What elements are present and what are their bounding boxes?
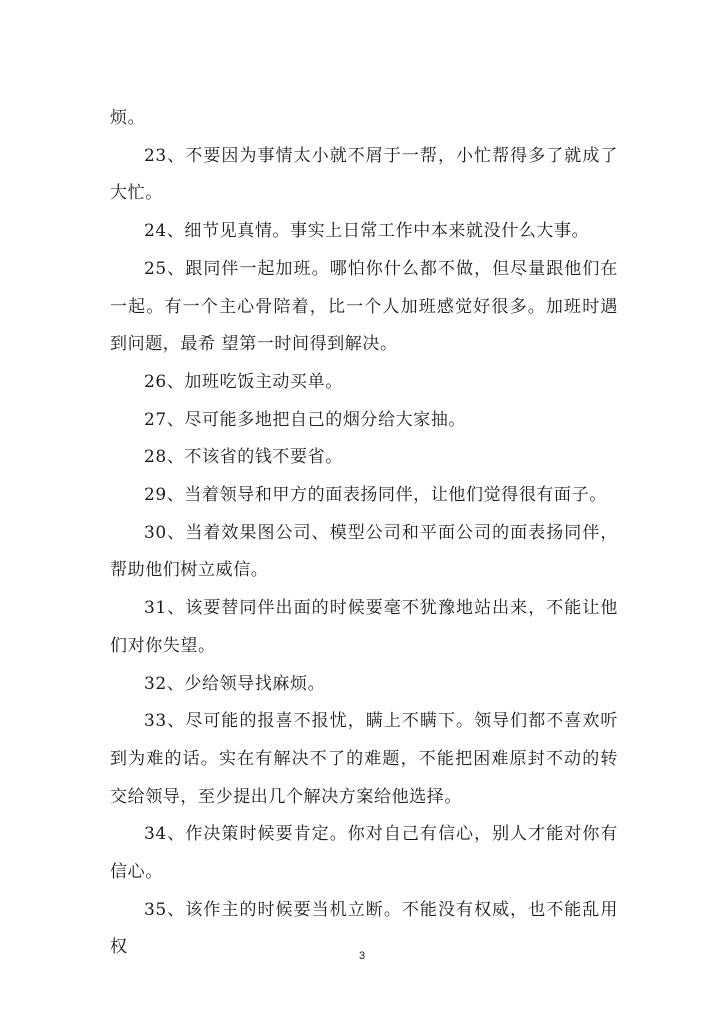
paragraph: 24、细节见真情。事实上日常工作中本来就没什么大事。: [144, 221, 590, 242]
paragraph: 31、该要替同伴出面的时候要毫不犹豫地站出来，不能让他们对你失望。: [110, 598, 618, 656]
paragraph: 28、不该省的钱不要省。: [144, 447, 343, 468]
paragraph: 27、尽可能多地把自己的烟分给大家抽。: [144, 409, 467, 430]
page-number: 3: [358, 950, 366, 962]
paragraph: 26、加班吃饭主动买单。: [144, 371, 343, 392]
paragraph: 29、当着领导和甲方的面表扬同伴，让他们觉得很有面子。: [144, 485, 607, 506]
paragraph: 25、跟同伴一起加班。哪怕你什么都不做，但尽量跟他们在一起。有一个主心骨陪着，比一个人加班感觉好很多。加班时遇到问题，最希 望第一时间得到解决。: [110, 258, 618, 355]
paragraph: 23、不要因为事情太小就不屑于一帮，小忙帮得多了就成了大忙。: [110, 145, 618, 204]
paragraph: 30、当着效果图公司、模型公司和平面公司的面表扬同伴，帮助他们树立威信。: [110, 522, 618, 581]
paragraph: 34、作决策时候要肯定。你对自己有信心，别人才能对你有信心。: [110, 824, 618, 883]
paragraph: 33、尽可能的报喜不报忧，瞒上不瞒下。领导们都不喜欢听到为难的话。实在有解决不了的难题，不能把困难原封不动的转交给领导，至少提出几个解决方案给他选择。: [110, 711, 618, 807]
paragraph: 35、该作主的时候要当机立断。不能没有权威，也不能乱用权: [110, 899, 618, 958]
paragraph: 32、少给领导找麻烦。: [144, 673, 326, 694]
paragraph: 烦。: [110, 108, 146, 128]
document-body: [110, 100, 618, 967]
